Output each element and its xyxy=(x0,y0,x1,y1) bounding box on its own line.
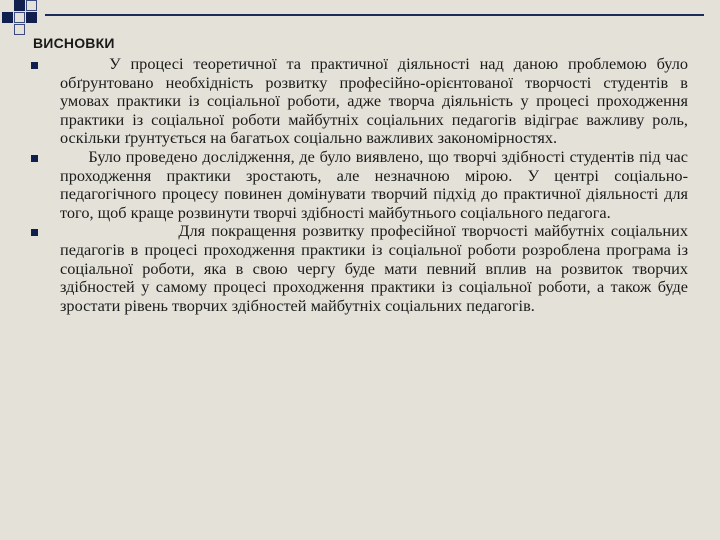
square-bullet-icon xyxy=(31,155,38,162)
bullet-text: У процесі теоретичної та практичної діяльності над даною проблемою було обґрунтовано необхідність розвитку професійно-орієнтованої творчості студентів в умовах практики із соціальної роботи, адже творча діяльність у процесі проходження практики із соціальної роботи майбутніх соціальних педагогів відіграє важливу роль, оскільки ґрунтується на багатьох соціально важливих закономірностях. xyxy=(60,54,688,148)
decor-square-outline xyxy=(14,12,25,23)
bullet-text: Для покращення розвитку професійної творчості майбутніх соціальних педагогів в процесі проходження практики із соціальної роботи розроблена програма із соціальної роботи, яка в свою чергу буде мати певний вплив на розвиток творчих здібностей у самому процесі проходження практики із соціальної роботи, а також буде зростати рівень творчих здібностей майбутніх соціальних педагогів. xyxy=(60,221,688,315)
decor-square-dark xyxy=(2,12,13,23)
decor-square-dark xyxy=(26,12,37,23)
bullet-item xyxy=(28,148,688,222)
bullet-list xyxy=(28,55,688,315)
decor-square-dark xyxy=(14,0,25,11)
decor-square-outline xyxy=(26,0,37,11)
slide-title: ВИСНОВКИ xyxy=(33,35,115,51)
square-bullet-icon xyxy=(31,229,38,236)
header-rule xyxy=(45,14,704,16)
decor-square-outline xyxy=(14,24,25,35)
bullet-item xyxy=(28,222,688,315)
square-bullet-icon xyxy=(31,62,38,69)
bullet-item xyxy=(28,55,688,148)
bullet-text: Було проведено дослідження, де було виявлено, що творчі здібності студентів під час проходження практики зростають, але незначною мірою. У центрі соціально-педагогічного процесу повинен домінувати творчий підхід до практичної діяльності для того, щоб краще розвинути творчі здібності майбутнього соціального педагога. xyxy=(60,146,688,222)
